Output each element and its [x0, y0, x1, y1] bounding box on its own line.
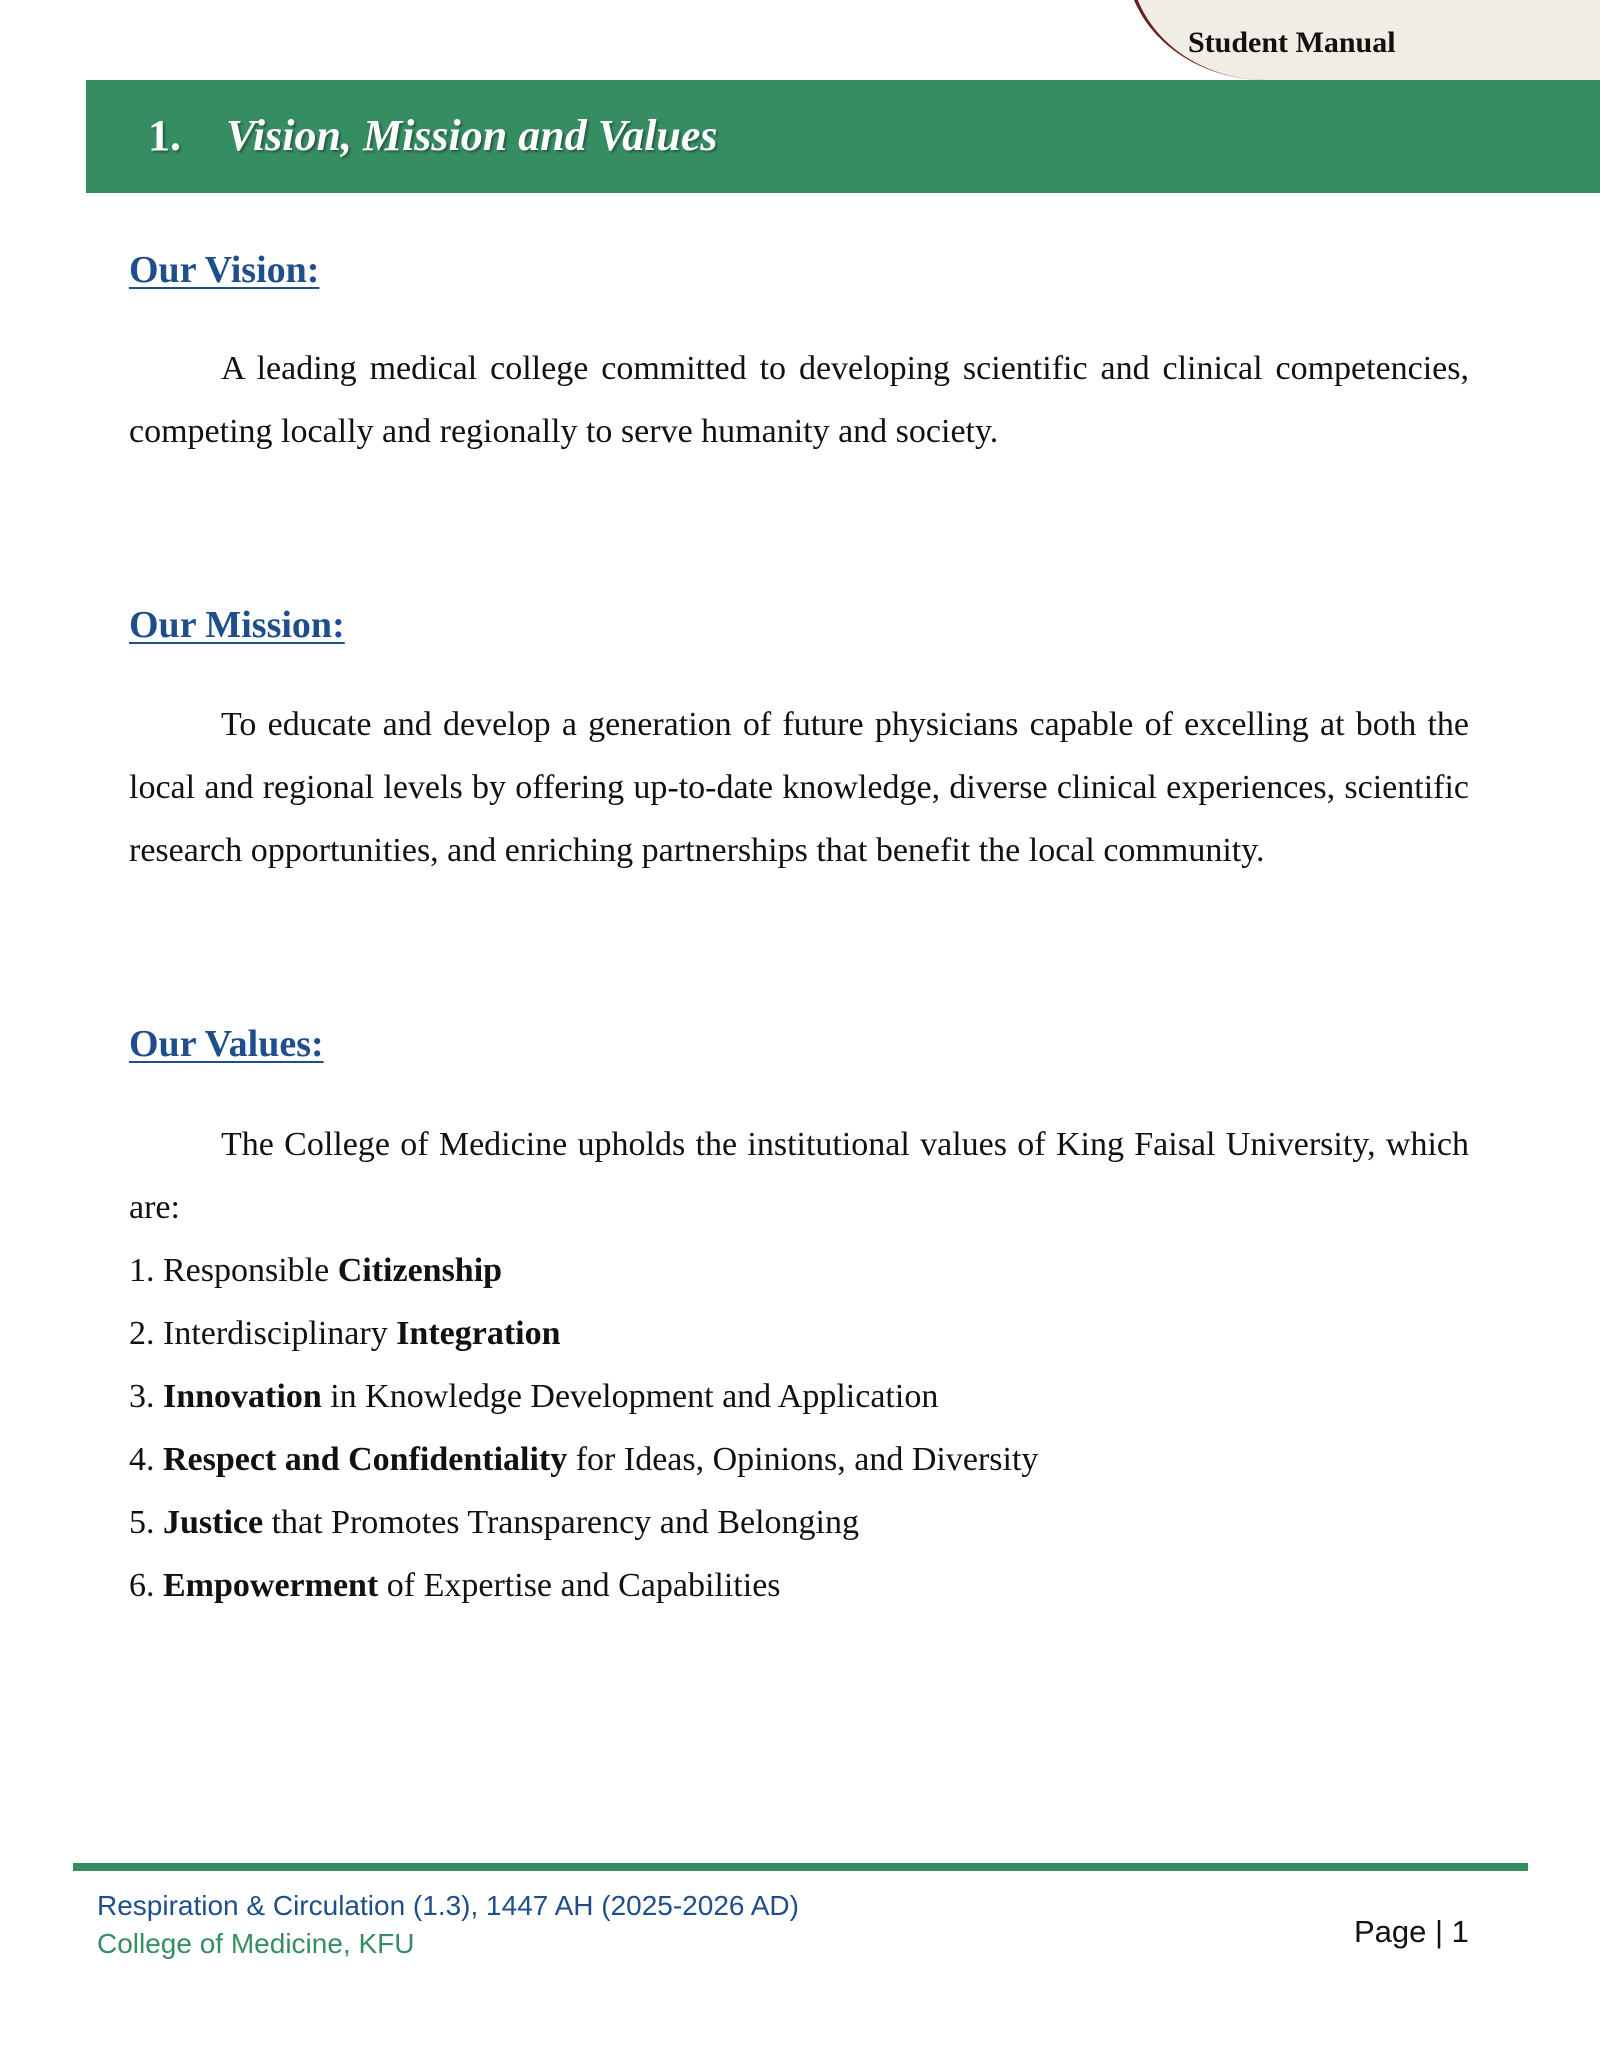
vision-text: A leading medical college committed to developing scientific and clinical competencies, competing locally and regionally to serve humanity and society.: [129, 350, 1469, 450]
vision-heading: Our Vision:: [129, 249, 320, 291]
footer-college-name: College of Medicine, KFU: [97, 1928, 415, 1959]
values-heading: Our Values:: [129, 1023, 324, 1065]
mission-text: To educate and develop a generation of future physicians capable of excelling at both the local and regional levels by offering up-to-date knowledge, diverse clinical experiences, scientific research opportunities, and enriching partnerships that benefit the local community.: [129, 706, 1469, 869]
values-intro-paragraph: [129, 1113, 1469, 1239]
list-item: 6. Empowerment of Expertise and Capabilities: [129, 1567, 781, 1604]
footer-course-info: Respiration & Circulation (1.3), 1447 AH (2025-2026 AD): [97, 1890, 799, 1921]
values-list: [129, 1239, 1038, 1617]
running-header-title: Student Manual: [1188, 26, 1396, 59]
list-item: 5. Justice that Promotes Transparency and Belonging: [129, 1504, 859, 1541]
chapter-number: 1.: [148, 111, 181, 160]
mission-paragraph: [129, 693, 1469, 882]
values-intro-text: The College of Medicine upholds the institutional values of King Faisal University, which are:: [129, 1126, 1469, 1226]
list-item: 2. Interdisciplinary Integration: [129, 1315, 561, 1352]
vision-paragraph: [129, 337, 1469, 463]
list-item: 3. Innovation in Knowledge Development and Application: [129, 1378, 939, 1415]
mission-heading: Our Mission:: [129, 604, 345, 646]
chapter-title: [148, 110, 718, 161]
list-item: 1. Responsible Citizenship: [129, 1252, 503, 1289]
page-number: Page | 1: [1354, 1914, 1469, 1949]
chapter-title-text: Vision, Mission and Values: [226, 111, 718, 160]
footer-divider: [73, 1863, 1528, 1871]
list-item: 4. Respect and Confidentiality for Ideas, Opinions, and Diversity: [129, 1441, 1039, 1478]
